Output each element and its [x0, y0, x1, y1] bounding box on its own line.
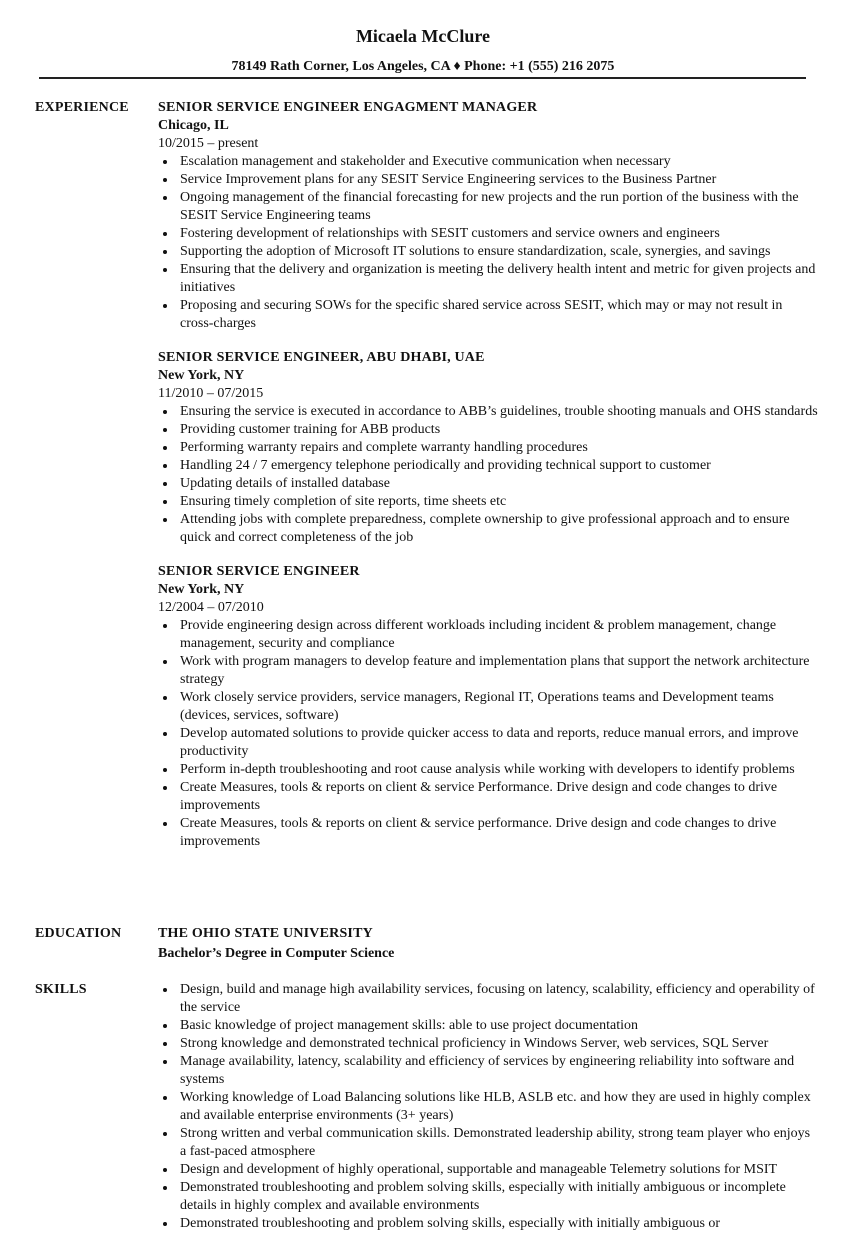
bullet-item [158, 439, 818, 457]
experience-list [158, 99, 818, 867]
bullet-text: Fostering development of relationships with SESIT customers and service owners and engineers [180, 226, 720, 241]
bullet-icon [163, 1132, 167, 1136]
bullet-icon [163, 624, 167, 628]
skills-list [158, 981, 818, 1233]
skills-body [158, 981, 818, 1233]
skill-text: Manage availability, latency, scalability and efficiency of services by engineering reliability into software and systems [180, 1054, 795, 1087]
bullet-item [158, 153, 818, 171]
bullet-text: Work with program managers to develop feature and implementation plans that support the network architecture strategy [180, 654, 810, 687]
bullet-text: Service Improvement plans for any SESIT Service Engineering services to the Business Partner [180, 172, 717, 187]
bullet-item [158, 297, 818, 333]
skill-item [158, 1215, 818, 1233]
bullet-icon [163, 822, 167, 826]
job-entry [158, 99, 818, 333]
education-heading: EDUCATION [35, 926, 122, 941]
bullet-icon [163, 768, 167, 772]
job-title: SENIOR SERVICE ENGINEER [158, 564, 360, 579]
bullet-text: Provide engineering design across different workloads including incident & problem management, change management, security and compliance [180, 618, 777, 651]
bullet-text: Proposing and securing SOWs for the specific shared service across SESIT, which may or may not result in cross-charges [180, 298, 783, 331]
skill-text: Design and development of highly operational, supportable and manageable Telemetry solutions for MSIT [180, 1162, 778, 1177]
bullet-item [158, 493, 818, 511]
contact-line: 78149 Rath Corner, Los Angeles, CA ♦ Phone: +1 (555) 216 2075 [231, 59, 615, 74]
bullet-item [158, 225, 818, 243]
resume-name: Micaela McClure [355, 26, 491, 46]
bullet-item [158, 475, 818, 493]
job-entry [158, 563, 818, 851]
bullet-text: Providing customer training for ABB products [180, 422, 441, 437]
bullet-text: Work closely service providers, service managers, Regional IT, Operations teams and Development teams (devices, services, software) [180, 690, 774, 723]
bullet-item [158, 189, 818, 225]
bullet-icon [163, 410, 167, 414]
bullet-icon [163, 660, 167, 664]
bullet-icon [163, 268, 167, 272]
job-location: Chicago, IL [158, 118, 229, 133]
bullet-icon [163, 178, 167, 182]
bullet-item [158, 725, 818, 761]
bullet-icon [163, 500, 167, 504]
bullet-item [158, 403, 818, 421]
bullet-text: Perform in-depth troubleshooting and root cause analysis while working with developers to identify problems [180, 762, 795, 777]
job-location: New York, NY [158, 582, 245, 597]
bullet-item [158, 171, 818, 189]
bullet-text: Ensuring timely completion of site reports, time sheets etc [180, 494, 507, 509]
school-name: THE OHIO STATE UNIVERSITY [158, 926, 373, 941]
bullet-item [158, 689, 818, 725]
experience-heading: EXPERIENCE [35, 100, 129, 115]
skill-text: Strong written and verbal communication skills. Demonstrated leadership ability, strong team player who enjoys a fast-paced atmosphere [180, 1126, 811, 1159]
skill-text: Working knowledge of Load Balancing solutions like HLB, ASLB etc. and how they are used in highly complex and available enterprise environments (3+ years) [180, 1090, 811, 1123]
skill-text: Demonstrated troubleshooting and problem solving skills, especially with initially ambiguous or [180, 1216, 721, 1231]
bullet-icon [163, 1186, 167, 1190]
skill-item [158, 1125, 818, 1161]
bullet-text: Ensuring the service is executed in accordance to ABB’s guidelines, trouble shooting manuals and OHS standards [180, 404, 818, 419]
job-dates: 12/2004 – 07/2010 [158, 600, 264, 615]
bullet-icon [163, 464, 167, 468]
job-entry [158, 349, 818, 547]
bullet-item [158, 761, 818, 779]
bullet-item [158, 815, 818, 851]
job-dates: 10/2015 – present [158, 136, 259, 151]
bullet-icon [163, 1024, 167, 1028]
bullet-item [158, 243, 818, 261]
bullet-icon [163, 160, 167, 164]
bullet-text: Supporting the adoption of Microsoft IT solutions to ensure standardization, scale, synergies, and savings [180, 244, 771, 259]
bullet-icon [163, 1222, 167, 1226]
bullet-item [158, 653, 818, 689]
skill-text: Demonstrated troubleshooting and problem solving skills, especially with initially ambiguous or incomplete details in highly complex and available environments [180, 1180, 786, 1213]
bullet-text: Updating details of installed database [180, 476, 390, 491]
bullet-item [158, 457, 818, 475]
bullet-text: Create Measures, tools & reports on client & service Performance. Drive design and code changes to drive improvements [180, 780, 778, 813]
bullet-icon [163, 250, 167, 254]
job-bullets [158, 153, 818, 333]
bullet-icon [163, 988, 167, 992]
skill-text: Basic knowledge of project management skills: able to use project documentation [180, 1018, 638, 1033]
degree: Bachelor’s Degree in Computer Science [158, 946, 395, 961]
bullet-item [158, 617, 818, 653]
bullet-icon [163, 446, 167, 450]
bullet-icon [163, 1042, 167, 1046]
bullet-text: Create Measures, tools & reports on client & service performance. Drive design and code changes to drive improvements [180, 816, 777, 849]
bullet-item [158, 421, 818, 439]
bullet-text: Performing warranty repairs and complete warranty handling procedures [180, 440, 588, 455]
skill-item [158, 1017, 818, 1035]
bullet-icon [163, 232, 167, 236]
bullet-icon [163, 1096, 167, 1100]
skill-item [158, 1035, 818, 1053]
bullet-text: Ensuring that the delivery and organization is meeting the delivery health intent and metric for given projects and initiatives [180, 262, 816, 295]
job-bullets [158, 617, 818, 851]
skill-item [158, 981, 818, 1017]
bullet-item [158, 261, 818, 297]
bullet-icon [163, 428, 167, 432]
job-title: SENIOR SERVICE ENGINEER, ABU DHABI, UAE [158, 350, 485, 365]
bullet-item [158, 779, 818, 815]
job-bullets [158, 403, 818, 547]
skills-heading: SKILLS [35, 982, 87, 997]
skill-text: Strong knowledge and demonstrated technical proficiency in Windows Server, web services, SQL Server [180, 1036, 769, 1051]
job-dates: 11/2010 – 07/2015 [158, 386, 264, 401]
bullet-icon [163, 304, 167, 308]
bullet-text: Attending jobs with complete preparedness, complete ownership to give professional approach and to ensure quick and correct completeness of the job [180, 512, 790, 545]
bullet-text: Develop automated solutions to provide quicker access to data and reports, reduce manual errors, and improve productivity [180, 726, 799, 759]
header-divider [39, 77, 806, 79]
bullet-text: Escalation management and stakeholder and Executive communication when necessary [180, 154, 671, 169]
skill-item [158, 1179, 818, 1215]
skill-item [158, 1053, 818, 1089]
skill-item [158, 1089, 818, 1125]
skill-text: Design, build and manage high availability services, focusing on latency, scalability, efficiency and operability of the service [180, 982, 815, 1015]
bullet-icon [163, 696, 167, 700]
education-body [158, 925, 818, 963]
bullet-text: Handling 24 / 7 emergency telephone periodically and providing technical support to customer [180, 458, 711, 473]
job-title: SENIOR SERVICE ENGINEER ENGAGMENT MANAGER [158, 100, 538, 115]
bullet-text: Ongoing management of the financial forecasting for new projects and the run portion of the business with the SESIT Service Engineering teams [180, 190, 799, 223]
bullet-icon [163, 196, 167, 200]
bullet-icon [163, 1168, 167, 1172]
bullet-icon [163, 732, 167, 736]
bullet-item [158, 511, 818, 547]
bullet-icon [163, 1060, 167, 1064]
job-location: New York, NY [158, 368, 245, 383]
bullet-icon [163, 786, 167, 790]
bullet-icon [163, 482, 167, 486]
skill-item [158, 1161, 818, 1179]
bullet-icon [163, 518, 167, 522]
